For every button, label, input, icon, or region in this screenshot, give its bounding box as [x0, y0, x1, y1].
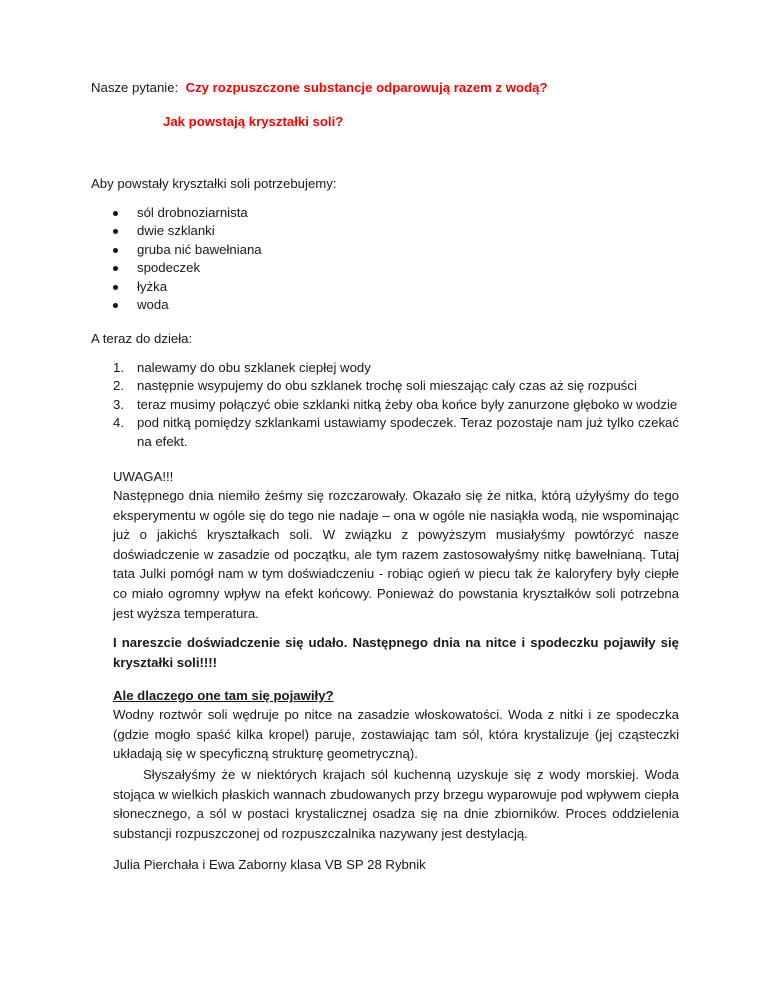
explanation-paragraph-2: Słyszałyśmy że w niektórych krajach sól kuchenną uzyskuje się z wody morskiej. Woda stojąca w wielkich płaskich wannach zbudowanych przy brzegu wyparowuje pod wpływem ciepła słonecznego, a sól w postaci krystalicznej osadza się na dnie zbiorników. Proces oddzielenia substancji rozpuszczonej od rozpuszczalnika nazywany jest destylacją. — [113, 767, 679, 841]
steps-intro: A teraz do dzieła: — [91, 331, 193, 346]
list-item: woda — [113, 296, 262, 314]
list-item: gruba nić bawełniana — [113, 241, 262, 259]
question-1: Czy rozpuszczone substancje odparowują razem z wodą? — [185, 80, 548, 95]
question-label: Nasze pytanie: — [91, 80, 179, 95]
explanation-paragraph-1: Wodny roztwór soli wędruje po nitce na zasadzie włoskowatości. Woda z nitki i ze spodeczka (gdzie mogło spaść kilka kropel) paruje, zostawiając tam sól, która krystalizuje (jej cząsteczki układają się w specyficzną strukturę geometryczną). — [113, 707, 679, 762]
list-item: 3. teraz musimy połączyć obie szklanki nitką żeby oba końce były zanurzone głęboko w wodzie — [113, 396, 678, 412]
question-line — [91, 79, 548, 97]
warning-text: Następnego dnia niemiło żeśmy się rozczarowały. Okazało się że nitka, którą użyłyśmy do tego eksperymentu w ogóle się do tego nie nadaje – ona w ogóle nie nasiąkła wodą, nie wspominając już o jakichś kryształkach soli. W związku z powyższym musiałyśmy powtórzyć nasze doświadczenie w zasadzie od początku, ale tym razem zastosowałyśmy nitkę bawełnianą. Tutaj tata Julki pomógł nam w tym doświadczeniu - robiąc ogień w piecu tak że kaloryfery były ciepłe co miało ogromny wpływ na efekt końcowy. Ponieważ do powstania kryształków soli potrzebna jest wyższa temperatura. — [113, 488, 679, 621]
bullet-icon — [113, 266, 118, 271]
list-item: 4. pod nitką pomiędzy szklankami ustawiamy spodeczek. Teraz pozostaje nam już tylko czekać na efekt. — [113, 415, 679, 449]
author-line: Julia Pierchała i Ewa Zaborny klasa VB SP 28 Rybnik — [113, 857, 426, 872]
question-2: Jak powstają kryształki soli? — [163, 114, 344, 129]
list-item: 1. nalewamy do obu szklanek ciepłej wody — [113, 360, 371, 375]
warning-title: UWAGA!!! — [113, 469, 174, 484]
bullet-icon — [113, 285, 118, 290]
list-item: łyżka — [113, 278, 262, 296]
list-item: spodeczek — [113, 259, 262, 277]
explanation-heading: Ale dlaczego one tam się pojawiły? — [113, 688, 334, 703]
list-item: sól drobnoziarnista — [113, 204, 262, 222]
success-text: I nareszcie doświadczenie się udało. Następnego dnia na nitce i spodeczku pojawiły się kryształki soli!!!! — [113, 635, 679, 670]
list-item: 2. następnie wsypujemy do obu szklanek trochę soli mieszając cały czas aż się rozpuści — [113, 378, 637, 394]
needs-list — [113, 204, 262, 314]
list-item: dwie szklanki — [113, 222, 262, 240]
steps-list — [113, 359, 679, 451]
needs-intro: Aby powstały kryształki soli potrzebujemy: — [91, 176, 337, 191]
bullet-icon — [113, 303, 118, 308]
bullet-icon — [113, 248, 118, 253]
bullet-icon — [113, 211, 118, 216]
bullet-icon — [113, 229, 118, 234]
